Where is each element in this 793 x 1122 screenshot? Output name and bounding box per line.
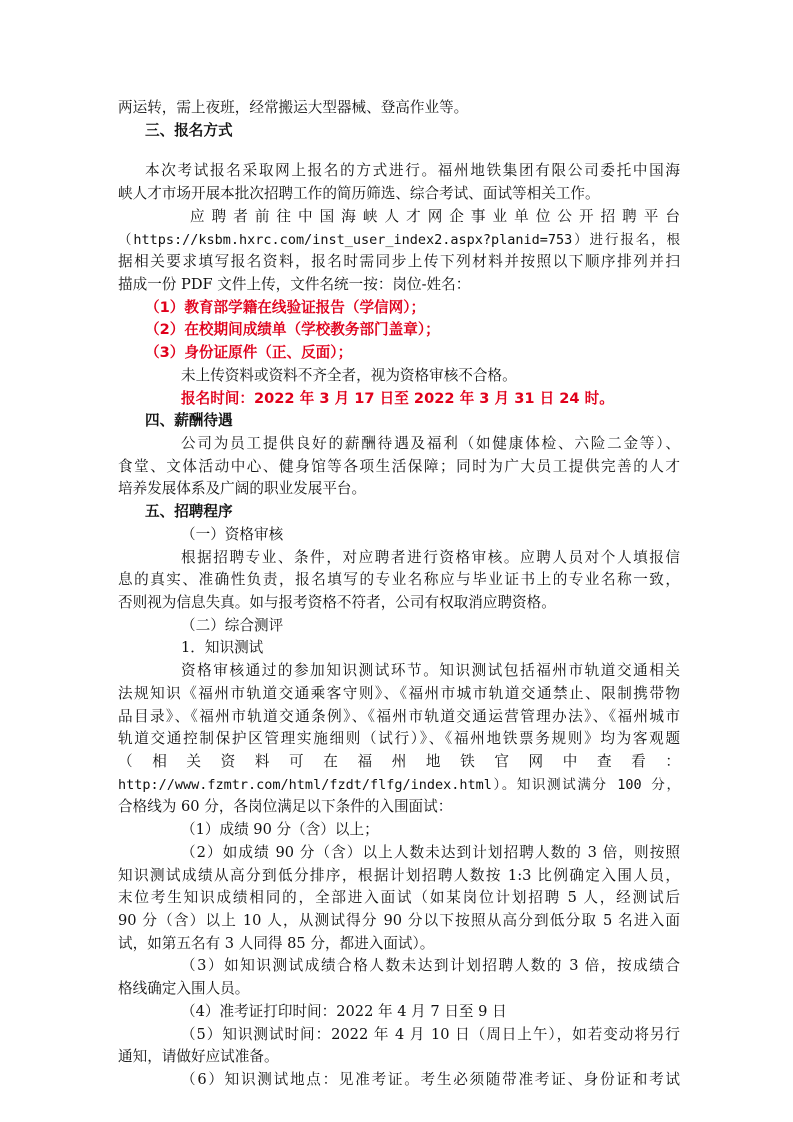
official-url-line: http://www.fzmtr.com/html/fzdt/flfg/index.html）。知识测试满分 100 分，	[118, 776, 680, 793]
registration-time: 报名时间：2022 年 3 月 17 日至 2022 年 3 月 31 日 24 时。	[181, 389, 614, 407]
subheading-knowledge-test: 1．知识测试	[181, 639, 264, 657]
text-line: 根据招聘专业、条件，对应聘者进行资格审核。应聘人员对个人填报信	[181, 548, 680, 566]
text-line: 试，如第五名有 3 人同得 85 分，都进入面试）。	[118, 934, 435, 952]
text-line: 90 分（含）以上 10 人，从测试得分 90 分以下按照从高分到低分取 5 名进入面	[118, 912, 680, 929]
text-line: 否则视为信息失真。如与报考资格不符者，公司有权取消应聘资格。	[118, 594, 556, 611]
text-line: 知识测试成绩从高分到低分排序，根据计划招聘人数按 1:3 比例确定入围人员，	[118, 866, 680, 884]
text-line: 息的真实、准确性负责，报名填写的专业名称应与毕业证书上的专业名称一致，	[118, 571, 680, 589]
text-line: 合格线为 60 分，各岗位满足以下条件的入围面试：	[118, 798, 453, 816]
text-line: （相关资料可在福州地铁官网中查看：	[118, 753, 680, 770]
text-line: 峡人才市场开展本批次招聘工作的简历筛选、综合考试、面试等相关工作。	[118, 185, 600, 203]
section-heading-procedure: 五、招聘程序	[145, 503, 233, 521]
text-line: 通知，请做好应试准备。	[118, 1048, 279, 1066]
text-line: 资格审核通过的参加知识测试环节。知识测试包括福州市轨道交通相关	[181, 662, 680, 680]
required-material-1: （1）教育部学籍在线验证报告（学信网）；	[145, 298, 426, 316]
text-line: （2）如成绩 90 分（含）以上人数未达到计划招聘人数的 3 倍，则按照	[181, 843, 680, 861]
section-heading-registration: 三、报名方式	[145, 121, 233, 139]
text-line: 未上传资料或资料不齐全者，视为资格审核不合格。	[181, 366, 517, 384]
text-line: 格线确定入围人员。	[118, 980, 250, 998]
text-line: 描成一份 PDF 文件上传，文件名统一按：岗位-姓名：	[118, 276, 471, 293]
text-line: 两运转，需上夜班，经常搬运大型器械、登高作业等。	[118, 99, 469, 116]
text-line: 据相关要求填写报名资料，报名时需同步上传下列材料并按照以下顺序排列并扫	[118, 253, 680, 271]
text-line: 品目录》、《福州市轨道交通条例》、《福州市轨道交通运营管理办法》、《福州城市	[118, 707, 680, 725]
registration-url-line: （https://ksbm.hxrc.com/inst_user_index2.aspx?planid=753）进行报名，根	[118, 231, 680, 248]
text-line: （6）知识测试地点：见准考证。考生必须随带准考证、身份证和考试	[181, 1071, 680, 1088]
text-line: 轨道交通控制保护区管理实施细则（试行）》、《福州地铁票务规则》均为客观题	[118, 730, 680, 748]
required-material-2: （2）在校期间成绩单（学校教务部门盖章）；	[145, 321, 440, 339]
text-line: 本次考试报名采取网上报名的方式进行。福州地铁集团有限公司委托中国海	[145, 162, 680, 180]
text-line: 应聘者前往中国海峡人才网企事业单位公开招聘平台	[190, 207, 680, 225]
text-line: 公司为员工提供良好的薪酬待遇及福利（如健康体检、六险二金等）、	[181, 435, 680, 452]
text-line: （4）准考证打印时间：2022 年 4 月 7 日至 9 日	[181, 1002, 507, 1020]
subheading-qualification: （一）资格审核	[181, 525, 284, 543]
section-heading-salary: 四、薪酬待遇	[145, 412, 233, 430]
text-line: 末位考生知识成绩相同的，全部进入面试（如某岗位计划招聘 5 人，经测试后	[118, 889, 680, 907]
text-line: 培养发展体系及广阔的职业发展平台。	[118, 480, 367, 498]
subheading-assessment: （二）综合测评	[181, 616, 284, 634]
text-line: （1）成绩 90 分（含）以上；	[181, 821, 379, 839]
text-line: （5）知识测试时间：2022 年 4 月 10 日（周日上午），如若变动将另行	[181, 1025, 680, 1043]
text-line: 食堂、文体活动中心、健身馆等各项生活保障；同时为广大员工提供完善的人才	[118, 457, 680, 475]
text-line: 法规知识《福州市轨道交通乘客守则》、《福州市城市轨道交通禁止、限制携带物	[118, 684, 680, 702]
text-line: （3）如知识测试成绩合格人数未达到计划招聘人数的 3 倍，按成绩合	[181, 957, 680, 975]
required-material-3: （3）身份证原件（正、反面）；	[145, 344, 353, 362]
